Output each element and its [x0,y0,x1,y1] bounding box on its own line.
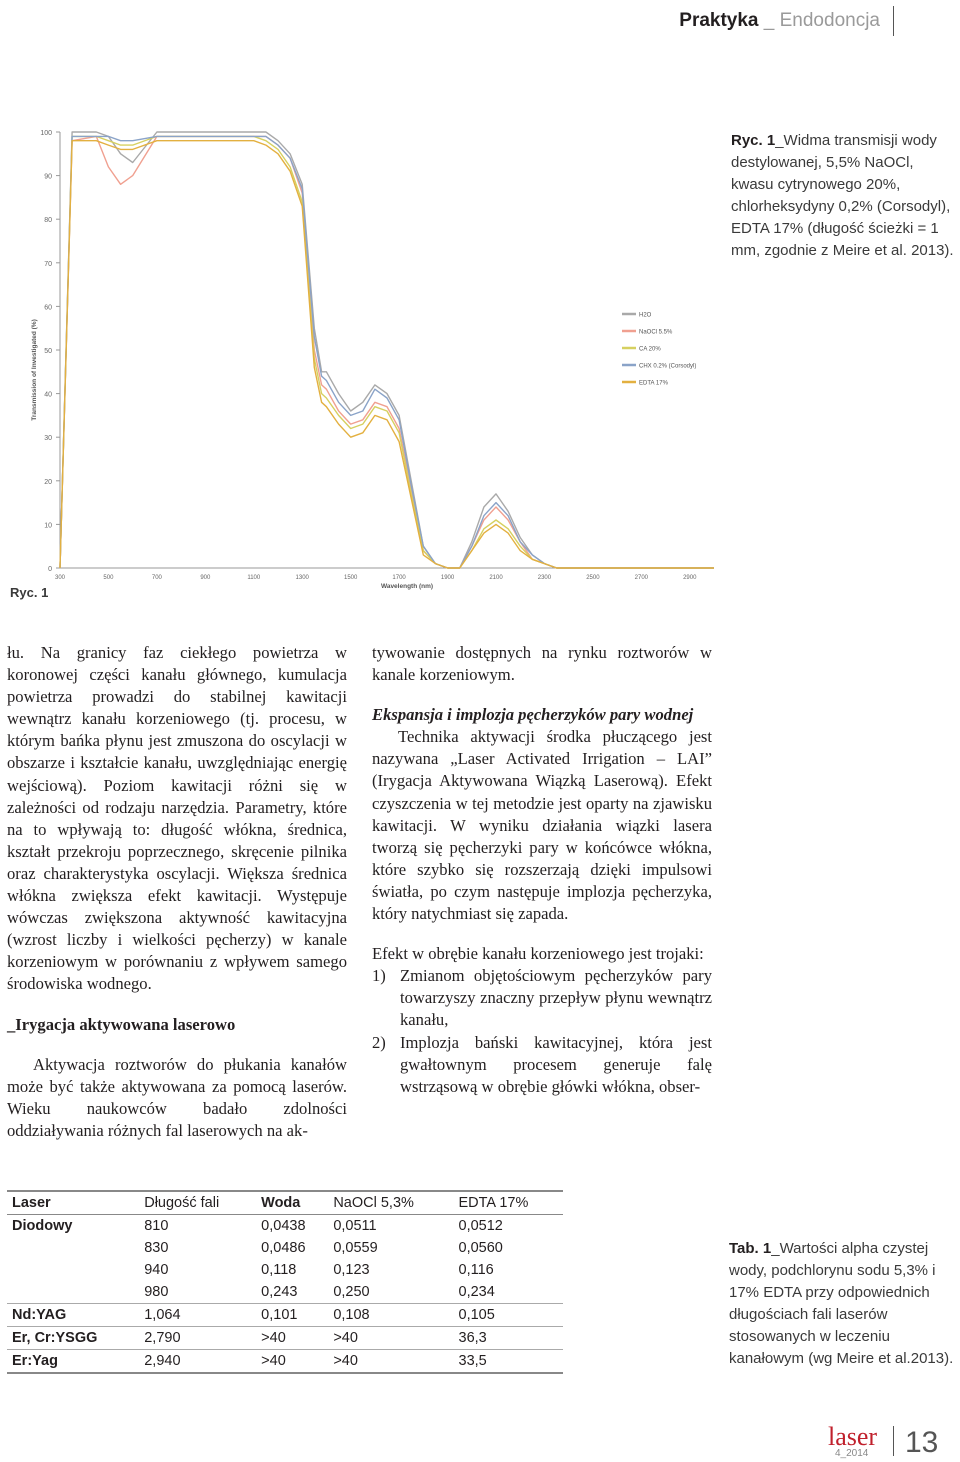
list-number: 2) [372,1032,386,1052]
x-tick-label: 2900 [683,575,697,581]
table-cell: 36,3 [454,1327,564,1350]
transmission-chart [28,120,718,590]
y-tick-label: 30 [44,435,52,443]
section-heading: Ekspansja i implozja pęcherzyków pary wodnej [372,705,694,725]
series-line [60,136,714,568]
table-row [7,1215,563,1238]
legend-label: NaOCl 5.5% [639,329,673,336]
header-topic: Endodoncja [779,10,880,31]
table-cell: 0,108 [328,1304,453,1327]
x-tick-label: 1100 [247,575,261,581]
table-cell: 810 [144,1218,169,1234]
y-tick-label: 100 [40,130,52,137]
x-tick-label: 1300 [295,575,309,581]
table-cell: 33,5 [454,1350,564,1374]
list-text: Implozja bański kawitacyjnej, która jest gwałtownym procesem generuje falę wstrząsową w obrębie główki włókna, obser- [400,1032,712,1096]
paragraph: tywowanie dostępnych na rynku roztworów w kanale korzeniowym. [372,643,712,685]
table-cell: >40 [256,1350,328,1374]
y-tick-label: 40 [44,391,52,399]
paragraph: Efekt w obrębie kanału korzeniowego jest trojaki: [372,944,704,964]
y-tick-label: 20 [44,478,52,486]
footer-divider [893,1426,894,1456]
table-cell: 0,250 [333,1284,370,1300]
table-cell [7,1259,139,1281]
table-row [7,1259,563,1281]
x-tick-label: 2500 [586,575,600,581]
table-row [7,1281,563,1304]
legend-label: EDTA 17% [639,380,668,387]
text-column-right [372,642,712,1098]
x-tick-label: 1500 [343,575,358,581]
table-cell: >40 [256,1327,328,1350]
table-row [7,1327,563,1350]
paragraph: Aktywacja roztworów do płukania kanałów może być także aktywowana za pomocą laserów. Wieku naukowców badało zdolności oddziaływania różnych fal laserowych na ak- [7,1054,347,1140]
legend-label: CA 20% [639,346,661,353]
table-cell: 0,101 [256,1304,328,1327]
table-cell: Diodowy [12,1218,73,1234]
alpha-values-table [7,1190,563,1374]
table-cell: 1,064 [139,1304,256,1327]
table-cell: 980 [144,1284,169,1300]
table-cell: 0,0486 [261,1240,306,1256]
table-cell: 0,0512 [458,1218,503,1234]
table-cell: 0,118 [261,1262,297,1278]
table-cell: 2,790 [139,1327,256,1350]
table-cell: Nd:YAG [7,1304,139,1327]
table-cell [7,1237,139,1259]
figure-tag: Ryc. 1 [10,585,49,600]
table-header-cell: Woda [256,1191,328,1215]
table-cell: 0,0559 [333,1240,378,1256]
y-axis-label: Transmission of Investigated (%) [31,319,38,421]
page-header [679,10,880,32]
table-cell: Er:Yag [7,1350,139,1374]
page-number: 13 [905,1426,939,1459]
table-cell: Er, Cr:YSGG [7,1327,139,1350]
x-tick-label: 1900 [440,575,455,581]
table-row [7,1350,563,1374]
y-tick-label: 70 [44,260,52,268]
figure-caption [731,130,956,262]
table-cell: 2,940 [139,1350,256,1374]
figure-caption-text: _Widma transmisji wody destylowanej, 5,5% NaOCl, kwasu cytrynowego 20%, chlorheksydyny 0,2% (Corsodyl), EDTA 17% (długość ścieżki = 1 mm, zgodnie z Meire et al. 2013). [731,132,954,259]
x-tick-label: 2300 [537,575,552,581]
y-tick-label: 0 [48,566,52,573]
table-caption-label: Tab. 1 [729,1240,772,1257]
table-caption [729,1238,959,1370]
y-tick-label: 50 [44,348,52,355]
table-caption-text: _Wartości alpha czystej wody, podchlorynu sodu 5,3% i 17% EDTA przy odpowiednich długościach fali laserów stosowanych w leczeniu kanałowym (wg Meire et al.2013). [729,1240,954,1367]
paragraph: Technika aktywacji środka płuczącego jest nazywana „Laser Activated Irrigation – LAI” (Irygacja Aktywowana Wiązką Laserową). Efekt czyszczenia w tej metodzie jest oparty na zjawisku kawitacji. W wyniku działania wiązki lasera tworzą się pęcherzyki pary w końcówce włókna, które szybko się rozszerzają dzięki impulsowi światła, po czym następuje implozja pęcherzyka, który natychmiast się zapada. [372,727,712,924]
table-cell: 0,0511 [333,1218,377,1234]
issue-number: 4_2014 [835,1448,869,1459]
x-tick-label: 900 [200,575,211,581]
legend-label: H2O [639,312,652,319]
series-line [60,136,714,568]
x-tick-label: 700 [151,575,162,581]
legend-label: CHX 0.2% (Corsodyl) [639,363,697,370]
y-tick-label: 60 [44,304,52,312]
table-header-cell: Długość fali [139,1191,256,1215]
x-axis-label: Wavelength (nm) [380,583,434,590]
table-cell: 0,234 [458,1284,495,1300]
list-text: Zmianom objętościowym pęcherzyków pary towarzyszy znaczny przepływ płynu wewnątrz kanału, [400,966,712,1030]
table-cell: 0,0560 [458,1240,503,1256]
x-tick-label: 500 [103,575,114,581]
x-tick-label: 2100 [489,575,503,581]
list-item [372,1032,712,1098]
table-cell [7,1281,139,1304]
y-tick-label: 80 [44,217,52,225]
table-cell: 0,105 [454,1304,564,1327]
table-cell: >40 [328,1350,453,1374]
table-cell: 0,123 [333,1262,370,1278]
section-heading: _Irygacja aktywowana laserowo [7,1014,236,1034]
x-tick-label: 2700 [634,575,649,581]
table-cell: >40 [328,1327,453,1350]
table-cell: 940 [144,1262,169,1278]
y-tick-label: 90 [44,173,52,181]
y-tick-label: 10 [44,522,52,530]
chart-svg [28,120,718,590]
text-column-left [7,642,347,1142]
series-line [60,136,714,568]
magazine-logo: laser [828,1422,878,1451]
table-cell: 830 [144,1240,169,1256]
table-header-cell: Laser [7,1191,139,1215]
x-tick-label: 300 [54,575,66,581]
table-row [7,1304,563,1327]
table-header-cell: EDTA 17% [454,1191,564,1215]
header-separator: _ [758,10,780,31]
table-header-cell: NaOCl 5,3% [328,1191,453,1215]
header-section: Praktyka [679,10,759,31]
x-tick-label: 1700 [392,575,406,581]
series-line [60,141,714,568]
table-cell: 0,0438 [261,1218,306,1234]
header-divider [893,6,894,36]
list-item [372,965,712,1031]
table-row [7,1237,563,1259]
paragraph: łu. Na granicy faz ciekłego powietrza w koronowej części kanału głównego, kumulacja powietrza prowadzi do stabilnej kawitacji wewnątrz kanału korzeniowego (tj. procesu, w którym bańka płynu jest zmuszona do oscylacji w obszarze i kształcie kanału, uwzględniając energię wejściową). Poziom kawitacji różni się w zależności od rodzaju narzędzia. Parametry, które na to wpływają to: długość włókna, średnica, kształt przekroju poprzecznego, skręcenie pilnika oraz charakterystyka oscylacji. Większa średnica włókna zwiększa efekt kawitacji. Występuje wówczas zwiększona aktywność kawitacyjna (wzrost liczby i wielkości pęcherzy) w kanale korzeniowym w porównaniu z wpływem samego środowiska wodnego. [7,643,347,994]
table-header-row [7,1191,563,1215]
list-number: 1) [372,966,386,986]
table-cell: 0,243 [261,1284,298,1300]
figure-caption-label: Ryc. 1 [731,132,776,149]
series-line [60,132,714,568]
table-cell: 0,116 [458,1262,494,1278]
